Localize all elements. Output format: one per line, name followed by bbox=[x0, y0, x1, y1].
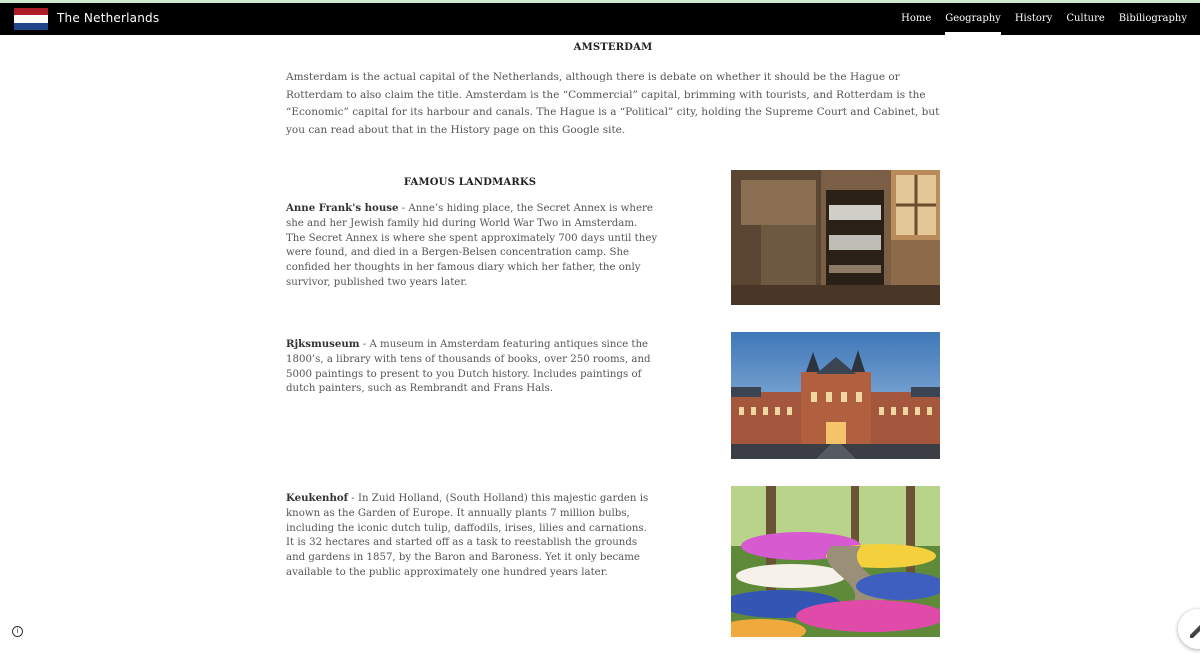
nav-bibliography[interactable]: Bibiliography bbox=[1118, 13, 1187, 24]
landmark-rijksmuseum bbox=[286, 337, 658, 397]
landmark-description: - A museum in Amsterdam featuring antiques since the 1800’s, a library with tens of thousands of books, over 250 rooms, and 5000 paintings to present to you Dutch history. Includes paintings of dutch painters, such as Rembrandt and Frans Hals. bbox=[286, 339, 651, 395]
info-icon[interactable]: i bbox=[12, 626, 23, 637]
main-nav bbox=[894, 3, 1194, 35]
intro-paragraph: Amsterdam is the actual capital of the Netherlands, although there is debate on whether it should be the Hague or Rotterdam to also claim the title. Amsterdam is the “Commercial” capital, brimming with tourists, and Rotterdam is the “Economic” capital for its harbour and canals. The Hague is a “Political” city, holding the Supreme Court and Cabinet, but you can read about that in the History page on this Google site. bbox=[286, 71, 940, 136]
nav-home[interactable]: Home bbox=[901, 13, 932, 24]
landmark-anne-frank bbox=[286, 201, 658, 291]
pencil-icon[interactable] bbox=[1178, 609, 1200, 649]
anne-frank-house-photo bbox=[731, 170, 940, 305]
rijksmuseum-photo bbox=[731, 332, 940, 459]
landmark-name: Keukenhof bbox=[286, 492, 349, 504]
landmark-keukenhof bbox=[286, 491, 658, 581]
keukenhof-garden-photo bbox=[731, 486, 940, 637]
landmarks-heading: FAMOUS LANDMARKS bbox=[403, 177, 537, 188]
landmark-description: - In Zuid Holland, (South Holland) this majestic garden is known as the Garden of Europe. It annually plants 7 million bulbs, including the iconic dutch tulip, daffodils, irises, lilies and carnations. It is 32 hectares and started off as a task to reestablish the grounds and gardens in 1857, by the Baron and Baroness. Yet it only became available to the public approximately one hundred years later. bbox=[286, 493, 649, 578]
page-heading: AMSTERDAM bbox=[573, 42, 653, 53]
landmark-description: - Anne’s hiding place, the Secret Annex is where she and her Jewish family hid during World War Two in Amsterdam. The Secret Annex is where she spent approximately 700 days until they were found, and died in a Bergen-Belsen concentration camp. She confided her thoughts in her famous diary which her father, the only survivor, published two years later. bbox=[286, 203, 658, 288]
site-title[interactable]: The Netherlands bbox=[57, 11, 160, 25]
landmark-name: Rjksmuseum bbox=[286, 338, 360, 350]
netherlands-flag-logo[interactable] bbox=[14, 8, 48, 30]
landmark-name: Anne Frank's house bbox=[286, 202, 399, 214]
nav-culture[interactable]: Culture bbox=[1066, 13, 1105, 24]
site-header bbox=[0, 3, 1200, 35]
nav-geography[interactable]: Geography bbox=[938, 3, 1008, 35]
nav-history[interactable]: History bbox=[1014, 13, 1053, 24]
